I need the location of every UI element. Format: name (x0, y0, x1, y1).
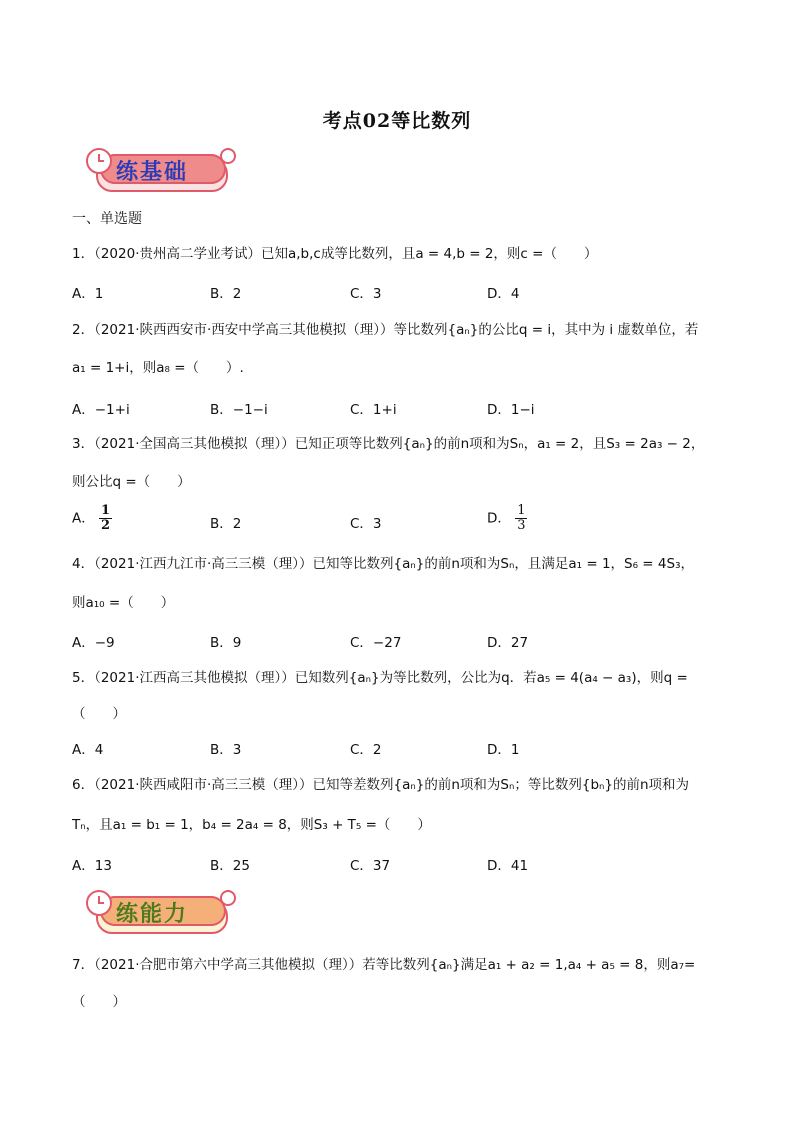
fraction: $\frac{1}{2}$ (101, 503, 111, 533)
option-c: C．3 (350, 516, 382, 532)
question-4-line2: 则a₁₀ =（ ） (72, 595, 175, 611)
option-d: D．1 (487, 742, 520, 758)
clock-icon (86, 890, 112, 916)
question-7-line2: （ ） (72, 994, 126, 1010)
badge-basic-label: 练基础 (116, 160, 189, 185)
question-5-line2: （ ） (72, 706, 126, 722)
fraction: $\frac{1}{3}$ (517, 503, 526, 533)
circle-icon (220, 890, 236, 906)
badge-ability (86, 890, 236, 934)
question-6-line2: Tₙ，且a₁ = b₁ = 1，b₄ = 2a₄ = 8，则S₃ + T₅ =（ ） (72, 817, 431, 833)
option-d: D．41 (487, 858, 529, 874)
option-b: B．9 (210, 635, 242, 651)
option-c: C．37 (350, 858, 391, 874)
badge-ability-label: 练能力 (116, 902, 189, 927)
page-title: 考点02等比数列 (322, 110, 472, 132)
option-c: C．2 (350, 742, 382, 758)
option-a: A．4 (72, 742, 104, 758)
option-d: D．1−i (487, 402, 535, 418)
question-1: 1．（2020·贵州高二学业考试）已知a,b,c成等比数列，且a = 4,b = 2，则c =（ ） (72, 246, 598, 262)
question-7: 7．（2021·合肥市第六中学高三其他模拟（理））若等比数列{aₙ}满足a₁ + a₂ = 1,a₄ + a₅ = 8，则a₇= (72, 957, 696, 973)
section-heading: 一、单选题 (72, 211, 142, 227)
option-a: A．13 (72, 858, 112, 874)
option-a: A．−1+i (72, 402, 130, 418)
option-b: B．25 (210, 858, 250, 874)
question-2-line2: a₁ = 1+i，则a₈ =（ ）. (72, 360, 244, 376)
option-c: C．3 (350, 286, 382, 302)
option-b: B．2 (210, 286, 242, 302)
option-d: D．4 (487, 286, 520, 302)
option-b: B．3 (210, 742, 242, 758)
option-c: C．−27 (350, 635, 402, 651)
question-5: 5．（2021·江西高三其他模拟（理））已知数列{aₙ}为等比数列，公比为q．若a₅ = 4(a₄ − a₃)，则q = (72, 670, 688, 686)
option-a: A．−9 (72, 635, 115, 651)
option-d: D． $\frac{1}{3}$ (487, 503, 526, 533)
option-a: A． $\frac{1}{2}$ (72, 503, 111, 533)
option-c: C．1+i (350, 402, 397, 418)
question-3: 3．（2021·全国高三其他模拟（理））已知正项等比数列{aₙ}的前n项和为Sₙ，a₁ = 2，且S₃ = 2a₃ − 2， (72, 436, 705, 452)
option-d: D．27 (487, 635, 529, 651)
question-4: 4．（2021·江西九江市·高三三模（理））已知等比数列{aₙ}的前n项和为Sₙ，且满足a₁ = 1，S₆ = 4S₃， (72, 556, 694, 572)
option-b: B．2 (210, 516, 242, 532)
question-3-line2: 则公比q =（ ） (72, 474, 191, 490)
option-b: B．−1−i (210, 402, 268, 418)
option-a: A．1 (72, 286, 104, 302)
circle-icon (220, 148, 236, 164)
clock-icon (86, 148, 112, 174)
question-2: 2．（2021·陕西西安市·西安中学高三其他模拟（理））等比数列{aₙ}的公比q = i，其中为 i 虚数单位，若 (72, 322, 699, 338)
question-6: 6．（2021·陕西咸阳市·高三三模（理））已知等差数列{aₙ}的前n项和为Sₙ；等比数列{bₙ}的前n项和为 (72, 777, 690, 793)
badge-basic (86, 148, 236, 192)
